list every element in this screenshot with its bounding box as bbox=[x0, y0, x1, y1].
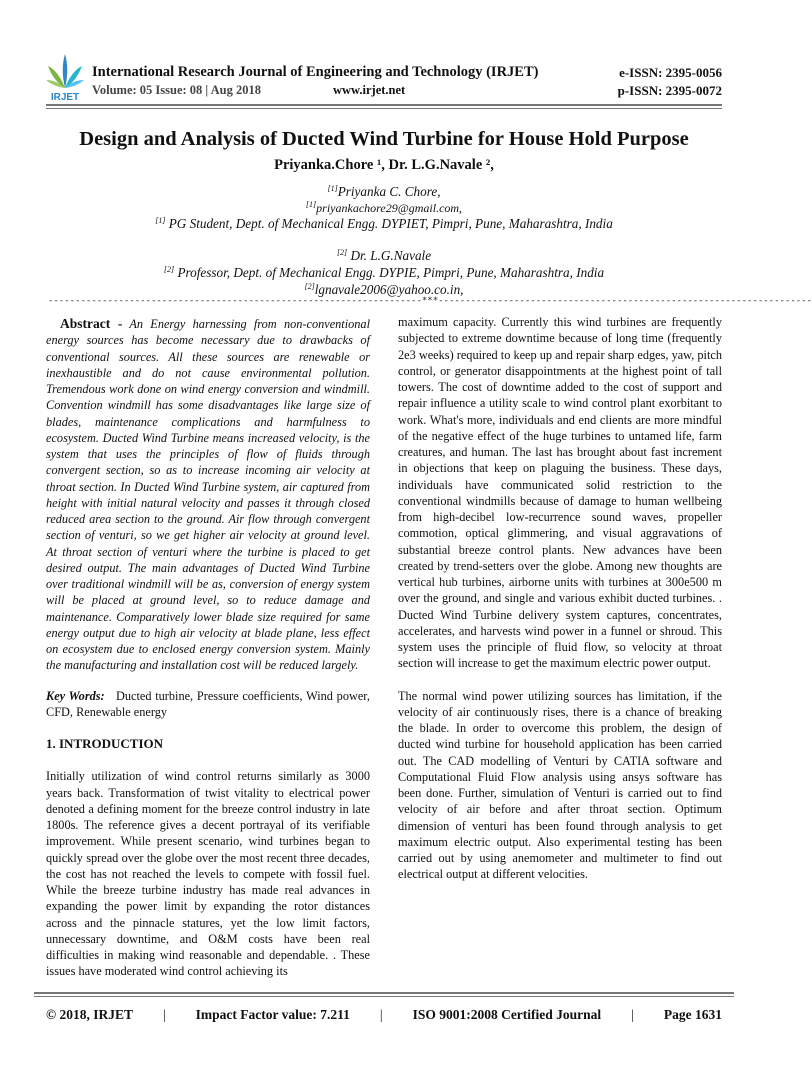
author2-name-line bbox=[0, 248, 768, 264]
author1-affiliation: PG Student, Dept. of Mechanical Engg. DYPIET, Pimpri, Pune, Maharashtra, India bbox=[168, 216, 613, 231]
author2-email[interactable]: lgnavale2006@yahoo.co.in, bbox=[314, 282, 464, 297]
author1-name: Priyanka C. Chore, bbox=[337, 184, 441, 199]
author2-name: Dr. L.G.Navale bbox=[350, 248, 432, 263]
volume-issue: Volume: 05 Issue: 08 | Aug 2018 bbox=[92, 83, 261, 97]
footer-page-number: Page 1631 bbox=[663, 1007, 722, 1022]
introduction-heading: 1. INTRODUCTION bbox=[46, 736, 164, 751]
footer-copyright: © 2018, IRJET bbox=[46, 1007, 133, 1022]
logo-leaf-icon bbox=[44, 52, 86, 102]
author1-email-mark: [1] bbox=[305, 200, 317, 209]
paper-title: Design and Analysis of Ducted Wind Turbine for House Hold Purpose bbox=[79, 128, 689, 150]
p-issn: p-ISSN: 2395-0072 bbox=[617, 83, 722, 98]
abstract bbox=[46, 316, 370, 674]
journal-name: International Research Journal of Engineering and Technology (IRJET) bbox=[92, 64, 539, 80]
author1-email-line bbox=[0, 200, 768, 216]
header-rule-thin bbox=[46, 108, 722, 109]
e-issn: e-ISSN: 2395-0056 bbox=[619, 65, 722, 80]
header-rule bbox=[46, 104, 722, 106]
author2-email-mark: [2] bbox=[304, 282, 315, 291]
author2-mark: [2] bbox=[336, 248, 348, 257]
introduction-paragraph-continued: maximum capacity. Currently this wind turbines are frequently subjected to extreme downtime because of long time (frequently 2e3 weeks) required to keep up and repair sharp edges, yaw, pitch control, or generator disappointments at the highest point of tall towers. The cost of downtime added to the cost of support and repair influence a utility scale to wind control plant exorbitant to work. What's more, individuals and end clients are more mindful of the negative effect of the huge turbines to untamed life, farm creatures, and human. The last has brought about fast increment in objections that keep on plaguing the business. These days, individuals have communicated solid restriction to the conventional windmills because of damage to human wellbeing from high-decibel low-recurrence sound waves, propeller commotion, optical glimmering, and visual aggravations of substantial breeze control plants. New advances have been created by trend-setters over the globe. Among new thoughts are vertical hub turbines, airborne units with turbines at 300e500 m over the ground, and single and various exhibit ducted turbines. . Ducted Wind Turbine delivery system captures, concentrates, accelerates, and harvests wind power in a funnel or shroud. This system uses the principle of fluid flow, so velocity at throat section will increase to get the maximum electric power output. bbox=[398, 315, 722, 671]
right-column bbox=[398, 314, 722, 883]
page-footer bbox=[46, 1007, 722, 1023]
author1-affiliation-line bbox=[0, 216, 768, 232]
footer-rule-thin bbox=[34, 996, 734, 997]
keywords-label: Key Words: bbox=[46, 688, 105, 703]
journal-logo bbox=[44, 52, 86, 102]
left-column bbox=[46, 316, 370, 980]
author2-aff-mark: [2] bbox=[163, 265, 175, 274]
journal-website-link[interactable]: www.irjet.net bbox=[333, 83, 406, 97]
author1-email[interactable]: priyankachore29@gmail.com, bbox=[316, 201, 463, 215]
keywords bbox=[46, 688, 370, 721]
author1-name-line bbox=[0, 184, 768, 200]
footer-iso: ISO 9001:2008 Certified Journal bbox=[412, 1007, 602, 1022]
author2-affiliation: Professor, Dept. of Mechanical Engg. DYPIE, Pimpri, Pune, Maharashtra, India bbox=[177, 265, 605, 280]
logo-text: IRJET bbox=[50, 92, 80, 103]
author1-mark: [1] bbox=[327, 184, 338, 193]
author-line: Priyanka.Chore ¹, Dr. L.G.Navale ², bbox=[274, 157, 494, 173]
footer-divider: | bbox=[631, 1007, 634, 1022]
footer-impact-factor: Impact Factor value: 7.211 bbox=[195, 1007, 350, 1022]
footer-divider: | bbox=[379, 1007, 383, 1022]
author2-affiliation-line bbox=[0, 265, 768, 281]
author1-aff-mark: [1] bbox=[155, 216, 166, 225]
section-separator: ---------------------------------------------------------------------***--------------------------------------------------------------------- bbox=[48, 296, 812, 306]
footer-divider: | bbox=[162, 1007, 166, 1022]
keywords-text: Ducted turbine, Pressure coefficients, Wind power, CFD, Renewable energy bbox=[46, 688, 370, 719]
abstract-body: An Energy harnessing from non-conventional energy sources has become necessary due to drawbacks of conventional sources. All these sources are renewable or inexhaustible and do not cause environmental pollution. Tremendous work done on wind energy conversion and windmill. Convention windmill has some disadvantages like large size of blades, maintenance complications and harmfulness to ecosystem. Ducted Wind Turbine means increased velocity, is the system that uses the principles of flow of fluids through convergent section, so as to increase incoming air velocity at throat section. In Ducted Wind Turbine system, air captured from height with initial natural velocity and passes it through closed reduced area section to the ground. Air flow through convergent section of venturi, so we get higher air velocity at ground level. At throat section of venturi where the turbine is placed to get desired output. The main advantages of Ducted Wind Turbine over traditional windmill will be as, conversion of energy system will be placed at ground level, so to reduce damage and maintenance. Comparatively lower blade size required for same energy output due to high air velocity at blade plane, less effect on ecosystem due to enclosed energy conversion system. Mainly the manufacturing and installation cost will be reduced largely. bbox=[46, 317, 370, 673]
introduction-paragraph: Initially utilization of wind control returns similarly as 3000 years back. Transformation of twist vitality to electrical power denoted a defining moment for the breeze control industry in late 1800s. The reference gives a decent portrayal of its verifiable improvement. While present scenario, wind turbines began to quickly spread over the globe over the most recent three decades, the cost has not reached the levels to compete with fossil fuel. While the breeze turbine industry has made real advances in expanding the power limit by expanding the rotor distances across and the pinnacle statures, yet the low limit factors, unnecessary downtime, and O&M costs have been real difficulties in making wind reasonable and dependable. . These issues have moderated wind control achieving its bbox=[46, 769, 370, 979]
footer-rule bbox=[34, 992, 734, 994]
introduction-paragraph-2: The normal wind power utilizing sources has limitation, if the velocity of air continuously rises, there is a chance of breaking the blade. In order to overcome this problem, the design of ducted wind turbine for household application has been carried out. The CAD modelling of Venturi by CATIA software and Computational Fluid Flow analysis using ansys software has been done. Further, simulation of Venturi is carried out to find velocity of air before and after throat section. Optimum dimension of venturi has been found through analysis to get maximum electric output. Also experimental testing has been carried out by using anemometer and multimeter to find out electrical output at different velocities. bbox=[398, 688, 722, 882]
abstract-label: Abstract - bbox=[60, 316, 123, 331]
